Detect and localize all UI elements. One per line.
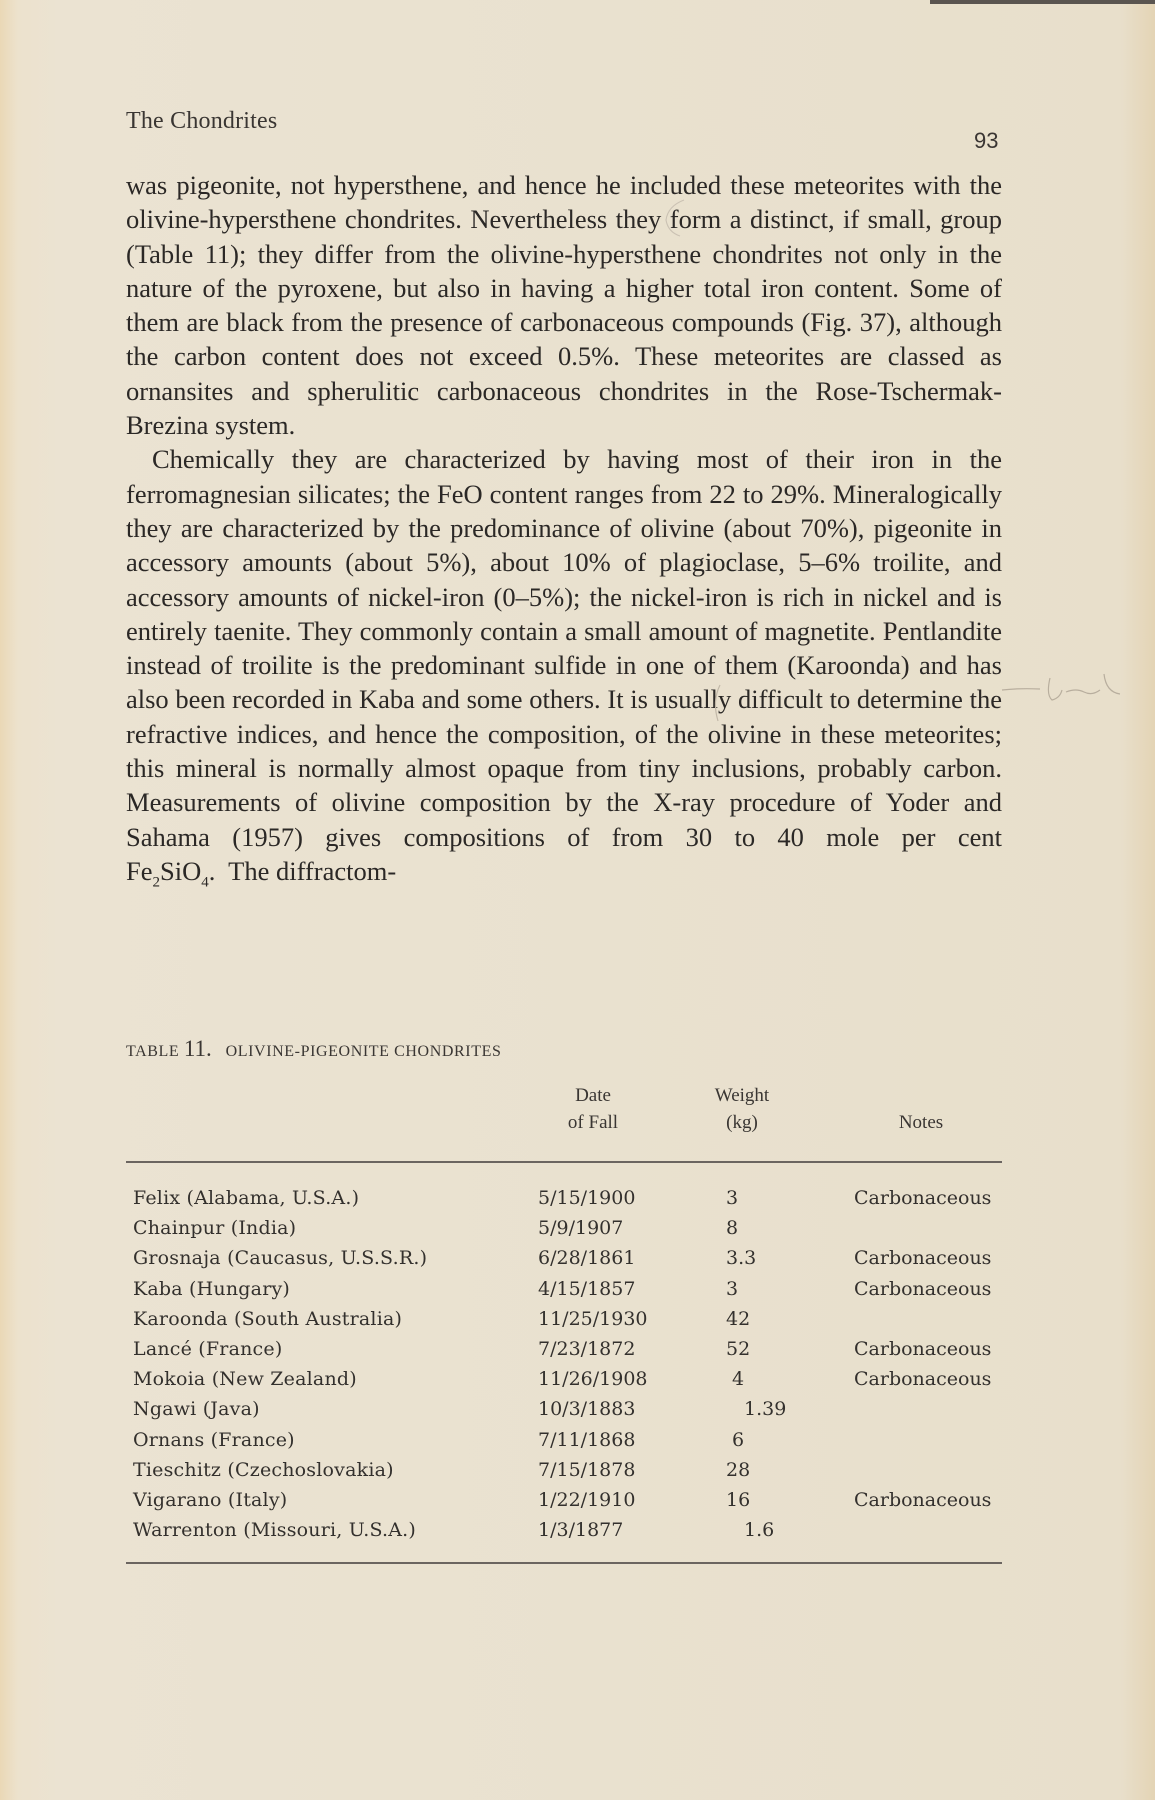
column-header-notes: Notes [898, 1112, 944, 1133]
cell-weight: 3.3 [726, 1247, 757, 1270]
cell-date-of-fall: 11/25/1930 [538, 1307, 648, 1330]
table-row [126, 1304, 1002, 1334]
formula-subscript: 4 [201, 874, 209, 891]
page-top-edge-shadow [930, 0, 1155, 4]
cell-meteorite-name: Warrenton (Missouri, U.S.A.) [133, 1519, 417, 1542]
table-caption [126, 1036, 501, 1062]
cell-notes: Carbonaceous [854, 1187, 992, 1209]
table-body [126, 1183, 1002, 1545]
cell-weight: 1.39 [744, 1398, 787, 1421]
cell-notes: Carbonaceous [854, 1277, 992, 1300]
formula-subscript: 2 [152, 874, 160, 891]
table-row [126, 1455, 1002, 1485]
column-header-date-line1: Date [575, 1085, 611, 1106]
cell-date-of-fall: 1/3/1877 [538, 1519, 624, 1542]
table-row [126, 1394, 1002, 1424]
cell-meteorite-name: Ngawi (Java) [133, 1398, 260, 1421]
cell-date-of-fall: 6/28/1861 [538, 1247, 636, 1270]
cell-meteorite-name: Kaba (Hungary) [133, 1277, 291, 1300]
cell-date-of-fall: 7/11/1868 [538, 1428, 636, 1451]
paragraph-2-text: Chemically they are characterized by having most of their iron in the ferromagnesian silicates; the FeO content ranges from 22 to 29%. Mineralogically they are characterized by the predominance of olivine (about 70%), pigeonite in accessory amounts (about 5%), about 10% of plagioclase, 5–6% troilite, and accessory amounts of nickel-iron (0–5%); the nickel-iron is rich in nickel and is entirely taenite. They commonly contain a small amount of magnetite. Pentlandite instead of troilite is the predominant sulfide in one of them (Karoonda) and has also been recorded in Kaba and some others. It is usually difficult to determine the refractive indices, and hence the composition, of the olivine in these meteorites; this mineral is normally almost opaque from tiny inclusions, probably carbon. Measurements of olivine composition by the X-ray procedure of Yoder and Sahama (1957) gives compositions of from 30 to 40 mole per cent Fe [126, 444, 1002, 886]
cell-date-of-fall: 1/22/1910 [538, 1488, 636, 1511]
cell-weight: 52 [726, 1337, 751, 1360]
cell-meteorite-name: Vigarano (Italy) [133, 1488, 288, 1511]
column-header-weight-line1: Weight [714, 1085, 770, 1106]
cell-date-of-fall: 7/23/1872 [538, 1337, 636, 1360]
column-header-weight-line2: (kg) [726, 1112, 758, 1133]
table-row [126, 1485, 1002, 1515]
table-row [126, 1243, 1002, 1273]
paragraph-2 [126, 442, 1002, 899]
table-row [126, 1334, 1002, 1364]
table-rule-top [126, 1161, 1002, 1163]
cell-date-of-fall: 7/15/1878 [538, 1458, 636, 1481]
column-header-date-line2: of Fall [567, 1112, 619, 1133]
cell-date-of-fall: 5/15/1900 [538, 1187, 636, 1209]
column-header-date [538, 1082, 648, 1136]
cell-meteorite-name: Tieschitz (Czechoslovakia) [133, 1458, 394, 1481]
pencil-annotation-margin [1000, 670, 1130, 720]
cell-weight: 3 [726, 1187, 739, 1209]
table-row [126, 1515, 1002, 1545]
table-row [126, 1183, 1002, 1213]
table-row [126, 1425, 1002, 1455]
cell-notes: Carbonaceous [854, 1488, 992, 1511]
cell-weight: 1.6 [744, 1519, 775, 1542]
cell-weight: 42 [726, 1307, 751, 1330]
table-row [126, 1213, 1002, 1243]
column-header-weight [692, 1082, 792, 1136]
cell-notes: Carbonaceous [854, 1247, 992, 1270]
table-caption-title: OLIVINE-PIGEONITE CHONDRITES [225, 1043, 502, 1060]
table-rule-bottom [126, 1562, 1002, 1564]
table-row [126, 1274, 1002, 1304]
cell-meteorite-name: Ornans (France) [133, 1428, 295, 1451]
cell-notes: Carbonaceous [854, 1337, 992, 1360]
cell-date-of-fall: 5/9/1907 [538, 1217, 624, 1240]
table-caption-prefix: TABLE [126, 1043, 180, 1060]
cell-weight: 6 [732, 1428, 745, 1451]
cell-weight: 4 [732, 1368, 745, 1391]
paragraph-1: was pigeonite, not hypersthene, and hence he included these meteorites with the olivine-hypersthene chondrites. Nevertheless they form a distinct, if small, group (Table 11); they differ from the olivine-hypersthene chondrites not only in the nature of the pyroxene, but also in having a higher total iron content. Some of them are black from the presence of carbonaceous compounds (Fig. 37), although the carbon content does not exceed 0.5%. These meteorites are classed as ornansites and spherulitic carbonaceous chondrites in the Rose-Tschermak-Brezina system. [126, 170, 1002, 441]
table-header [126, 1082, 1002, 1146]
cell-notes: Carbonaceous [854, 1368, 992, 1391]
cell-weight: 8 [726, 1217, 739, 1240]
cell-weight: 3 [726, 1277, 739, 1300]
paragraph-2-tail: . The diffractom- [208, 855, 397, 886]
cell-meteorite-name: Grosnaja (Caucasus, U.S.S.R.) [133, 1247, 428, 1270]
table-caption-number: 11. [183, 1036, 212, 1061]
cell-date-of-fall: 4/15/1857 [538, 1277, 636, 1300]
cell-weight: 16 [726, 1488, 751, 1511]
body-text [126, 168, 1002, 900]
page-number: 93 [974, 128, 999, 153]
cell-meteorite-name: Karoonda (South Australia) [133, 1307, 403, 1330]
cell-meteorite-name: Felix (Alabama, U.S.A.) [133, 1187, 360, 1209]
table-row [126, 1364, 1002, 1394]
cell-date-of-fall: 11/26/1908 [538, 1368, 648, 1391]
cell-weight: 28 [726, 1458, 751, 1481]
formula-text: SiO [160, 855, 202, 886]
cell-meteorite-name: Chainpur (India) [133, 1217, 297, 1240]
cell-meteorite-name: Lancé (France) [133, 1337, 283, 1360]
cell-meteorite-name: Mokoia (New Zealand) [133, 1368, 357, 1391]
cell-date-of-fall: 10/3/1883 [538, 1398, 636, 1421]
running-head: The Chondrites [126, 108, 278, 134]
